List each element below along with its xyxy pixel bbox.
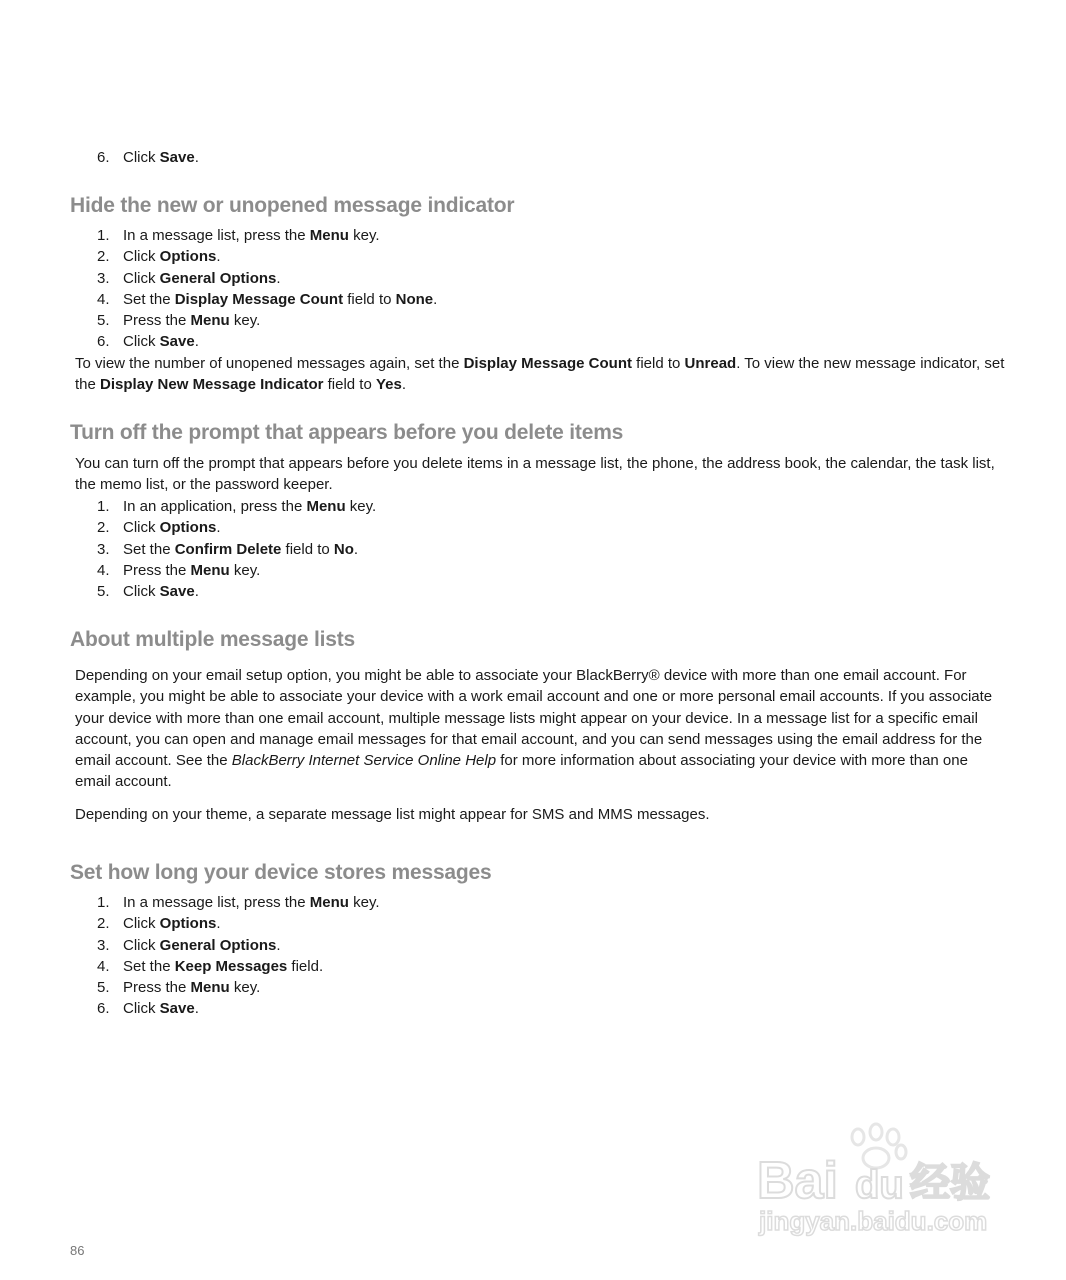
- baidu-watermark: [755, 1120, 1005, 1240]
- document-page: 6. Click Save. Hide the new or unopened message indicator 1. In a message list, press the Menu key. 2. Click Options. 3. Click General Options. 4. Set the Display Message Count field to None. 5. Press the Menu key. 6. Click Save. To view the number of unopened messages again, set the Display Message Count field to Unread. To view the new message indicator, set the Display New Message Indicator field to Yes. Turn off the prompt that appears before you delete items You can turn off the prompt that appears before you delete items in a message list, the phone, the address book, the calendar, the task list, the memo list, or the password keeper. 1. In an application, press the Menu key. 2. Click Options. 3. Set the Confirm Delete field to No. 4. Press the Menu key. 5. Click Save. About multiple message lists Depending on your email setup option, you might be able to associate your BlackBerry® device with more than one email account. For example, you might be able to associate your device with a work email account and one or more personal email accounts. If you associate your device with more than one email account, multiple message lists might appear on your device. In a message list for a specific email account, you can open and manage email messages for that email account, and you can send messages using the email address for the email account. See the BlackBerry Internet Service Online Help for more information about associating your device with more than one email account. Depending on your theme, a separate message list might appear for SMS and MMS messages. Set how long your device stores messages 1. In a message list, press the Menu key. 2. Click Options. 3. Click General Options. 4. Set the Keep Messages field. 5. Press the Menu key. 6. Click Save. Bai du 经验 jingyan.baidu.com 86: [70, 149, 1005, 1258]
- section3-paragraph-2: Depending on your theme, a separate message list might appear for SMS and MMS messages.: [75, 806, 710, 823]
- watermark-url: jingyan.baidu.com: [759, 1206, 988, 1236]
- watermark-brand-du: du: [855, 1163, 904, 1207]
- section1-note: To view the number of unopened messages again, set the Display Message Count field to Unread. To view the new message indicator, set the Display New Message Indicator field to Yes.: [75, 355, 1005, 394]
- section2-intro: You can turn off the prompt that appears before you delete items in a message list, the phone, the address book, the calendar, the task list, the memo list, or the password keeper.: [75, 455, 995, 494]
- section3-paragraph-1: Depending on your email setup option, you might be able to associate your BlackBerry® device with more than one email account. For example, you might be able to associate your device with a work email account and one or more personal email accounts. If you associate your device with more than one email account, multiple message lists might appear on your device. In a message list for a specific email account, you can open and manage email messages for that email account, and you can send messages using the email address for the email account. See the BlackBerry Internet Service Online Help for more information about associating your device with more than one email account.: [75, 667, 993, 791]
- section-heading-delete-prompt: Turn off the prompt that appears before you delete items: [70, 421, 624, 444]
- section-heading-multiple-lists: About multiple message lists: [70, 628, 355, 651]
- section-heading-hide-indicator: Hide the new or unopened message indicator: [70, 194, 515, 217]
- watermark-brand: Bai: [757, 1152, 838, 1210]
- watermark-cn: 经验: [910, 1160, 990, 1206]
- section-heading-store-messages: Set how long your device stores messages: [70, 861, 492, 884]
- page-number: 86: [70, 1243, 85, 1258]
